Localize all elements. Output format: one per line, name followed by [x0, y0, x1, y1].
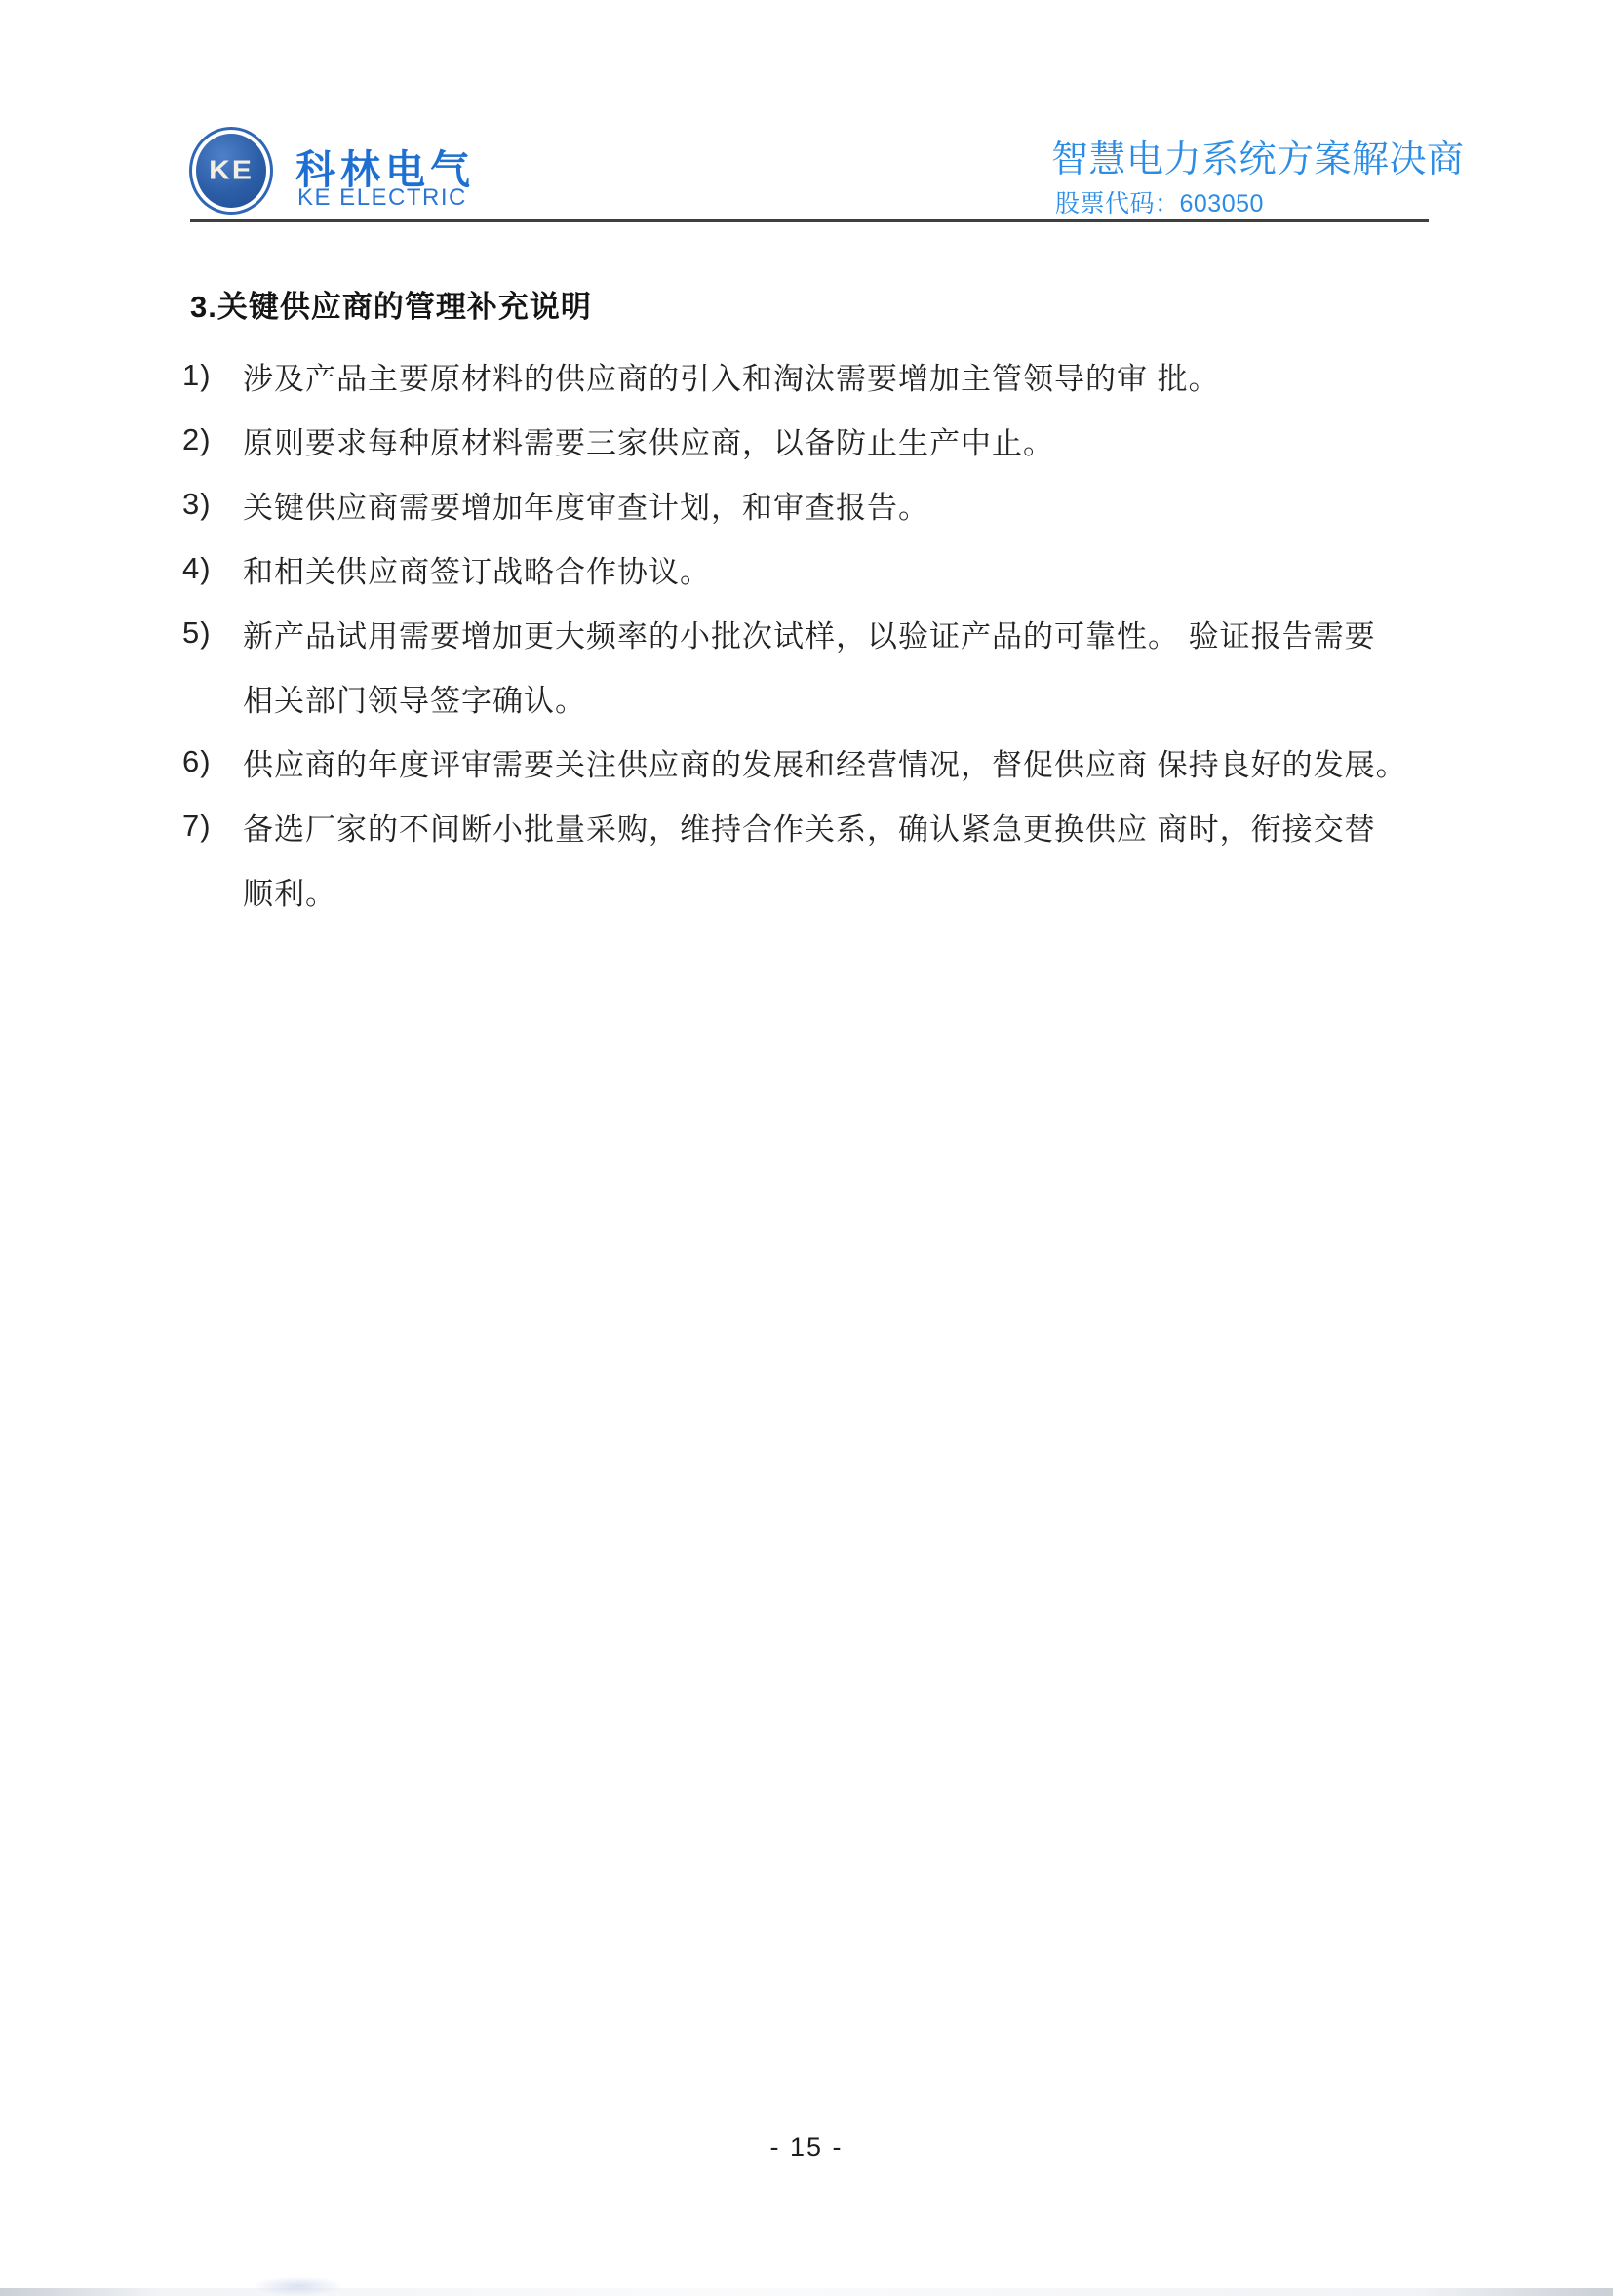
- company-name-en: KE ELECTRIC: [297, 184, 467, 211]
- item-text: 涉及产品主要原材料的供应商的引入和淘汰需要增加主管领导的审 批。: [243, 361, 1220, 396]
- item-text: 新产品试用需要增加更大频率的小批次试样，以验证产品的可靠性。 验证报告需要: [243, 618, 1376, 653]
- item-text: 关键供应商需要增加年度审查计划，和审查报告。: [243, 490, 929, 525]
- company-logo: [189, 127, 273, 215]
- stock-code: 股票代码：603050: [1055, 190, 1264, 218]
- supplier-list: [182, 343, 1489, 923]
- logo-circle: [196, 134, 266, 208]
- item-text: 和相关供应商签订战略合作协议。: [243, 554, 711, 589]
- section-title: 3.关键供应商的管理补充说明: [190, 290, 592, 324]
- list-item: [182, 472, 1489, 536]
- company-name-zh: 科林电气: [295, 147, 475, 192]
- list-item-continuation: [182, 665, 1489, 730]
- list-item: [182, 343, 1489, 408]
- list-item: [182, 730, 1489, 794]
- item-number: 3): [182, 487, 212, 521]
- item-text: 原则要求每种原材料需要三家供应商，以备防止生产中止。: [243, 425, 1054, 460]
- list-item: [182, 601, 1489, 665]
- page-number: - 15 -: [769, 2132, 844, 2161]
- item-number: 5): [182, 615, 212, 650]
- item-text: 供应商的年度评审需要关注供应商的发展和经营情况，督促供应商 保持良好的发展。: [243, 747, 1407, 782]
- item-text: 相关部门领导签字确认。: [243, 683, 586, 718]
- ke-monogram: KE: [209, 155, 254, 185]
- list-item: [182, 408, 1489, 472]
- scan-artifact-band: [0, 2288, 1613, 2296]
- header-rule: [190, 219, 1429, 222]
- item-number: 4): [182, 551, 212, 585]
- header-slogan: 智慧电力系统方案解决商: [1051, 139, 1465, 180]
- item-number: 6): [182, 744, 212, 778]
- item-text: 备选厂家的不间断小批量采购，维持合作关系，确认紧急更换供应 商时，衔接交替: [243, 812, 1376, 847]
- item-number: 2): [182, 422, 212, 456]
- list-item: [182, 794, 1489, 858]
- item-number: 7): [182, 809, 212, 843]
- list-item-continuation: [182, 858, 1489, 923]
- item-number: 1): [182, 358, 212, 392]
- list-item: [182, 536, 1489, 601]
- item-text: 顺利。: [243, 876, 336, 911]
